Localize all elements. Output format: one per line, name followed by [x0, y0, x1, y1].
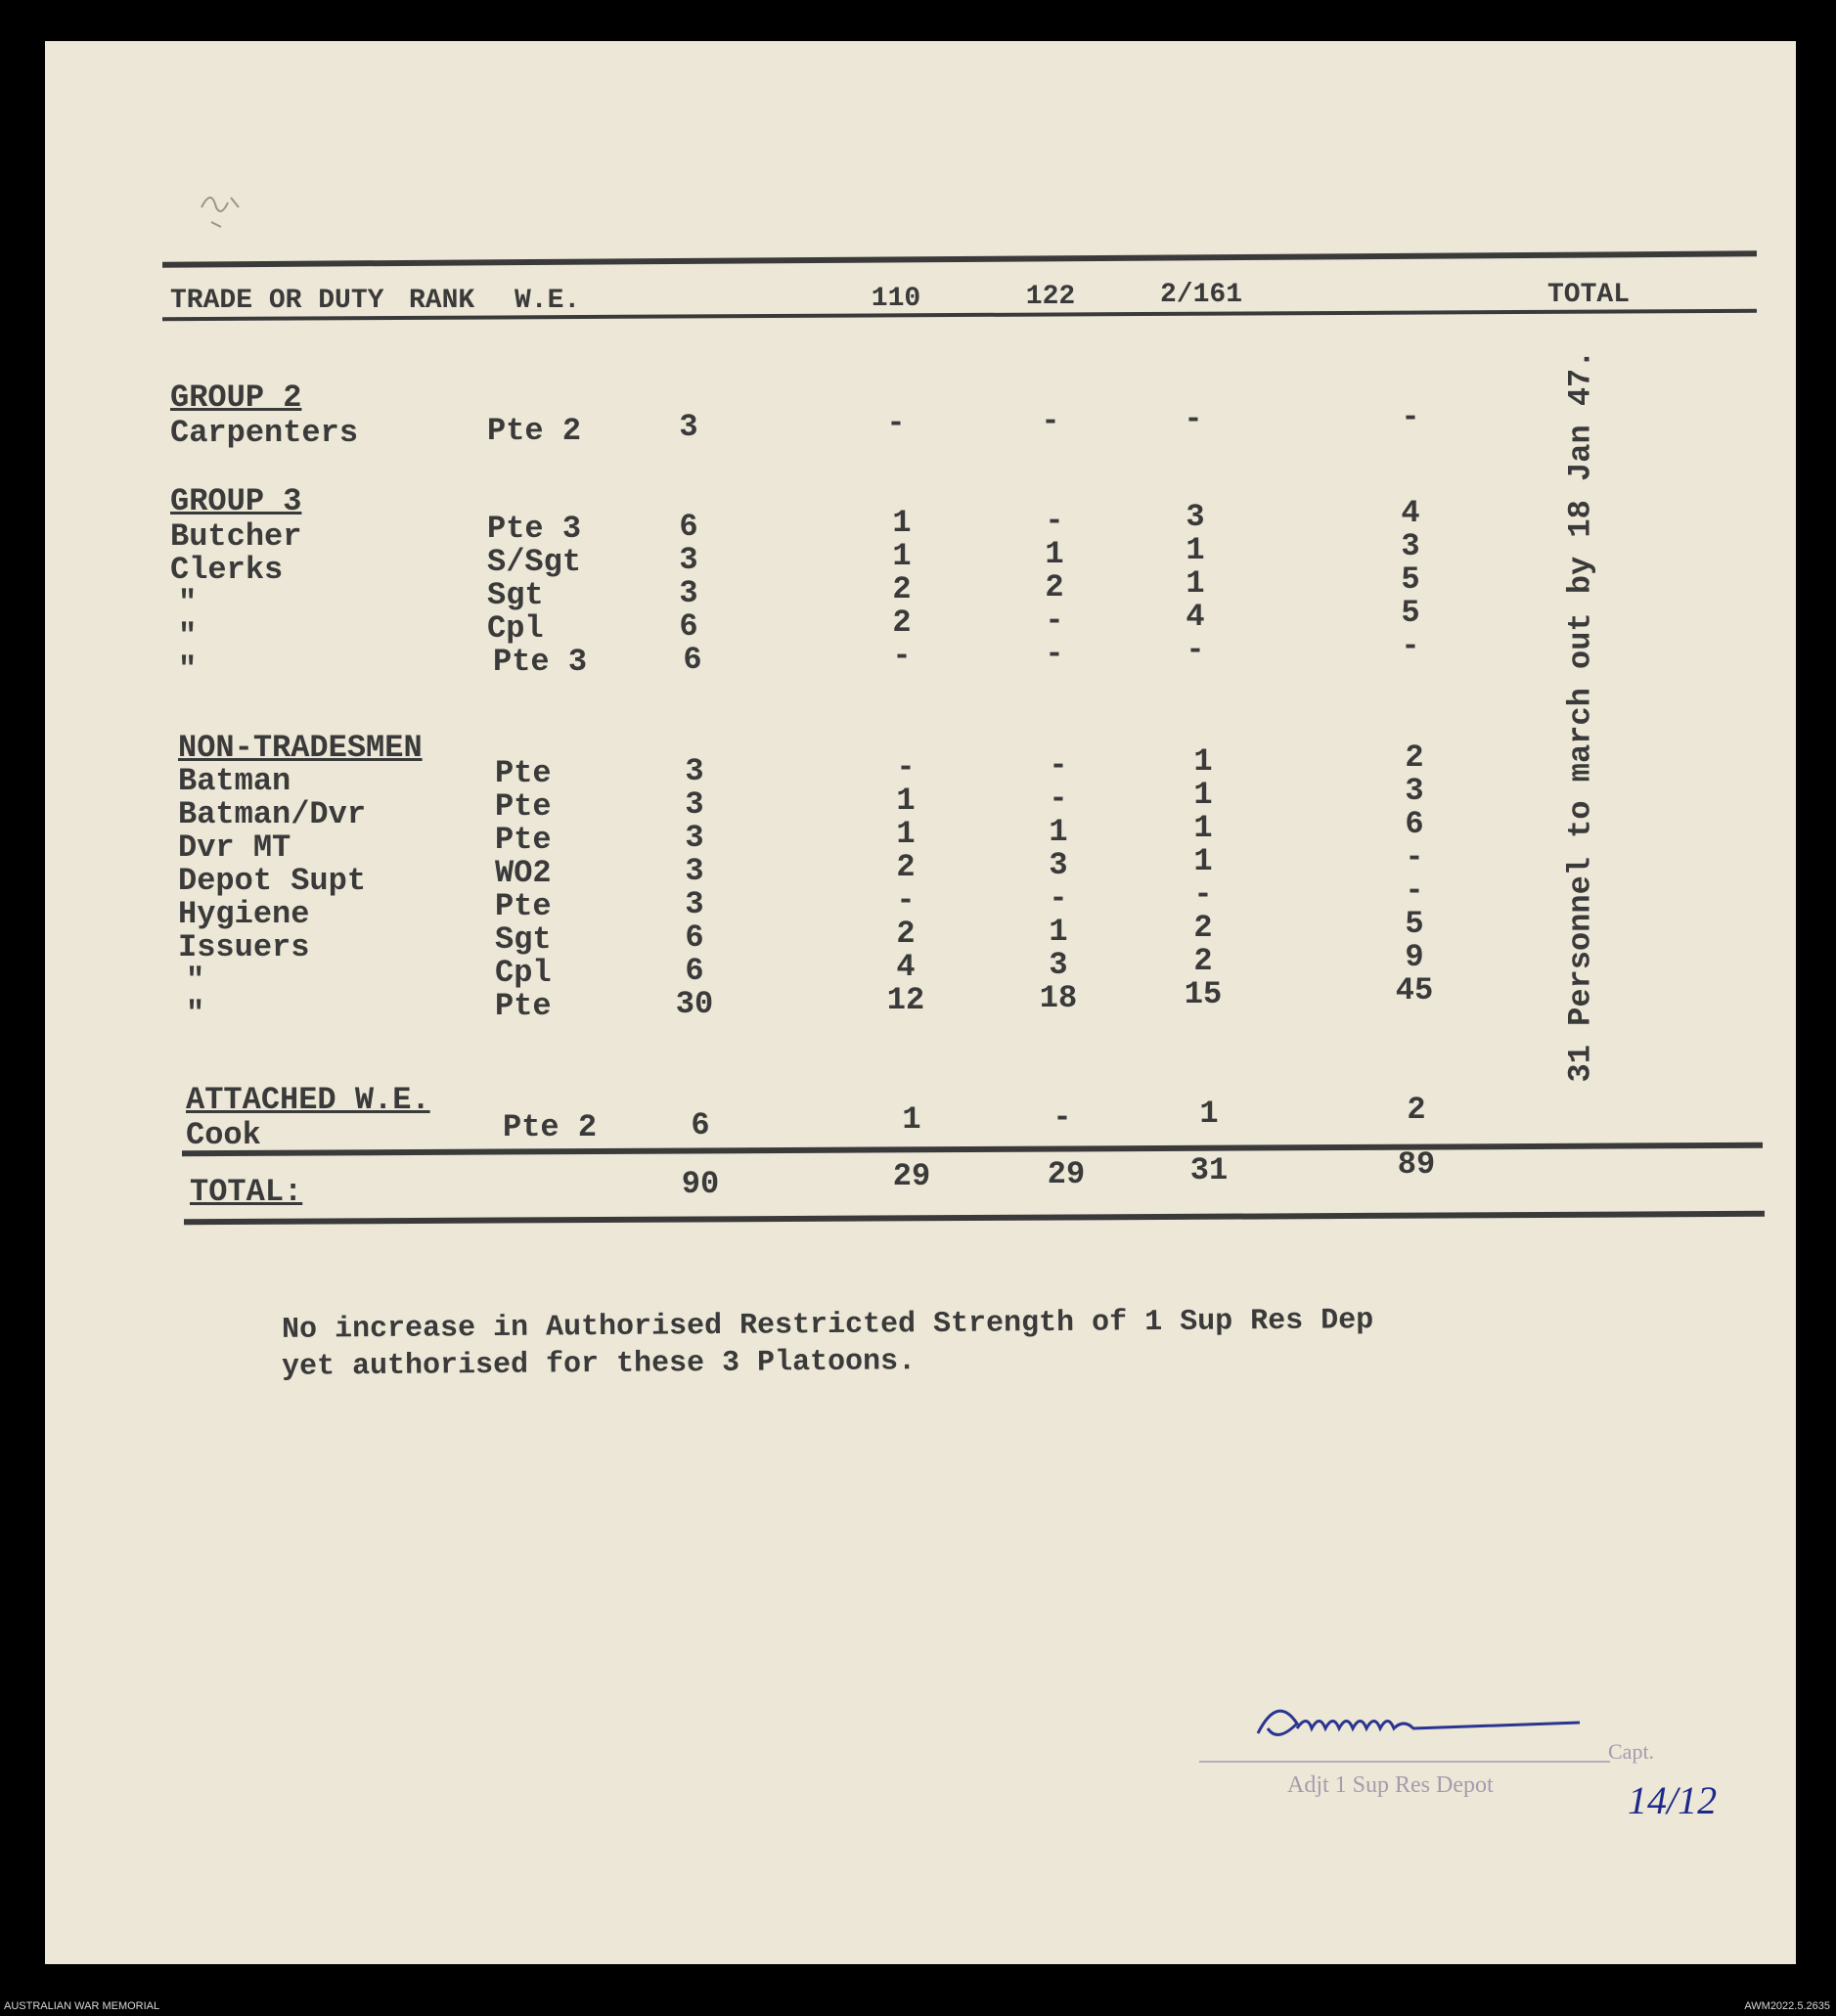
row-total: 9	[1405, 939, 1424, 975]
row-rank: Cpl	[487, 610, 544, 647]
totals-110: 29	[892, 1158, 931, 1194]
group-title: NON-TRADESMEN	[178, 730, 423, 766]
row-122: -	[1041, 403, 1060, 439]
row-2161: -	[1184, 401, 1203, 437]
row-trade: Issuers	[178, 929, 310, 965]
row-2161: 4	[1186, 599, 1205, 635]
row-110: 2	[892, 605, 912, 641]
row-122: 1	[1049, 814, 1068, 850]
row-2161: 1	[1199, 1096, 1219, 1132]
row-we: 6	[679, 608, 698, 645]
row-122: 18	[1039, 980, 1078, 1016]
row-total: 3	[1401, 528, 1420, 564]
row-total: 5	[1401, 595, 1420, 631]
row-we: 3	[685, 786, 704, 823]
row-rank: Pte	[495, 888, 552, 924]
row-2161: 1	[1186, 565, 1205, 602]
header-2161: 2/161	[1160, 280, 1243, 310]
row-trade: "	[178, 585, 198, 621]
footer-right: AWM2022.5.2635	[1744, 2000, 1830, 2012]
row-we: 6	[685, 919, 704, 956]
top-rule	[162, 250, 1757, 267]
totals-2161: 31	[1189, 1152, 1229, 1188]
row-110: 2	[896, 849, 916, 885]
row-rank: Sgt	[495, 921, 552, 958]
row-we: 6	[685, 953, 704, 989]
group-title: ATTACHED W.E.	[186, 1082, 430, 1118]
row-rank: Sgt	[487, 577, 544, 613]
row-110: -	[896, 882, 916, 918]
row-rank: Pte 2	[503, 1109, 598, 1145]
row-we: 6	[683, 642, 702, 678]
row-110: -	[892, 638, 912, 674]
row-2161: -	[1186, 632, 1205, 668]
row-trade: "	[186, 996, 205, 1032]
note-line-2: yet authorised for these 3 Platoons.	[281, 1345, 917, 1384]
row-2161: 1	[1193, 843, 1213, 879]
row-122: -	[1049, 747, 1068, 784]
row-total: 5	[1405, 906, 1424, 942]
row-trade: "	[178, 651, 198, 688]
total-bottom-rule	[184, 1211, 1765, 1225]
totals-122: 29	[1047, 1156, 1086, 1192]
row-rank: Pte 3	[493, 644, 588, 680]
row-total: -	[1405, 839, 1424, 875]
totals-we: 90	[681, 1166, 720, 1202]
document-page	[45, 41, 1796, 1964]
row-total: 4	[1401, 495, 1420, 531]
row-122: -	[1045, 636, 1064, 672]
row-122: -	[1045, 603, 1064, 639]
row-we: 3	[685, 853, 704, 889]
row-2161: -	[1193, 876, 1213, 913]
row-total: 2	[1405, 739, 1424, 776]
row-we: 3	[679, 542, 698, 578]
row-we: 3	[679, 575, 698, 611]
row-110: 2	[896, 916, 916, 952]
row-we: 6	[691, 1107, 710, 1143]
total-top-rule	[182, 1142, 1763, 1156]
row-total: 3	[1405, 773, 1424, 809]
stamp-line	[1199, 1761, 1610, 1763]
footer-left: AUSTRALIAN WAR MEMORIAL	[4, 2000, 160, 2012]
row-110: 1	[902, 1101, 921, 1138]
row-2161: 1	[1193, 810, 1213, 846]
row-total: 2	[1407, 1092, 1426, 1128]
row-rank: Pte	[495, 988, 552, 1024]
group-title: GROUP 2	[170, 380, 302, 416]
header-rule	[162, 309, 1757, 322]
row-rank: Pte 3	[487, 511, 582, 547]
row-we: 3	[679, 409, 698, 445]
row-2161: 1	[1193, 777, 1213, 813]
row-122: 1	[1045, 536, 1064, 572]
row-110: 12	[886, 982, 925, 1018]
row-122: -	[1049, 781, 1068, 817]
row-we: 3	[685, 886, 704, 922]
row-110: 4	[896, 949, 916, 985]
row-122: 1	[1049, 914, 1068, 950]
row-122: 3	[1049, 947, 1068, 983]
note-line-1: No increase in Authorised Restricted Strength of 1 Sup Res Dep	[281, 1304, 1374, 1347]
group-title: GROUP 3	[170, 483, 302, 519]
row-trade: Butcher	[170, 518, 302, 555]
row-we: 3	[685, 753, 704, 789]
row-110: -	[896, 749, 916, 785]
row-we: 6	[679, 509, 698, 545]
row-trade: "	[186, 963, 205, 999]
row-rank: Cpl	[495, 955, 552, 991]
row-2161: 2	[1193, 910, 1213, 946]
row-rank: Pte	[495, 788, 552, 825]
handwritten-date: 14/12	[1628, 1778, 1718, 1822]
row-2161: 15	[1184, 976, 1223, 1012]
row-trade: Carpenters	[170, 415, 359, 451]
row-total: 45	[1395, 972, 1434, 1008]
row-total: -	[1401, 399, 1420, 435]
header-rank: RANK	[409, 286, 475, 316]
row-trade: Batman	[178, 763, 291, 799]
signature	[1248, 1694, 1620, 1753]
row-122: -	[1045, 503, 1064, 539]
row-110: -	[886, 405, 906, 441]
row-trade: Batman/Dvr	[178, 796, 367, 832]
row-trade: Depot Supt	[178, 863, 367, 899]
totals-total: 89	[1397, 1146, 1436, 1183]
row-2161: 1	[1186, 532, 1205, 568]
row-trade: Clerks	[170, 552, 284, 588]
handwritten-mark	[192, 178, 270, 237]
row-total: 5	[1401, 561, 1420, 598]
row-rank: S/Sgt	[487, 544, 582, 580]
row-rank: WO2	[495, 855, 552, 891]
stamp-title: Adjt 1 Sup Res Depot	[1287, 1772, 1494, 1798]
row-110: 1	[892, 505, 912, 541]
header-we: W.E.	[515, 286, 581, 316]
row-122: 2	[1045, 569, 1064, 605]
row-rank: Pte	[495, 822, 552, 858]
row-rank: Pte 2	[487, 413, 582, 449]
row-trade: Hygiene	[178, 896, 310, 932]
header-total: TOTAL	[1547, 280, 1631, 310]
row-we: 3	[685, 820, 704, 856]
row-122: -	[1049, 880, 1068, 917]
side-note: 31 Personnel to march out by 18 Jan 47.	[1562, 349, 1599, 1083]
row-122: 3	[1049, 847, 1068, 883]
row-trade: Dvr MT	[178, 829, 291, 866]
row-trade: Cook	[186, 1117, 261, 1153]
row-110: 1	[896, 783, 916, 819]
totals-label: TOTAL:	[190, 1174, 303, 1210]
row-rank: Pte	[495, 755, 552, 791]
row-total: 6	[1405, 806, 1424, 842]
row-2161: 1	[1193, 743, 1213, 780]
row-we: 30	[675, 986, 714, 1022]
row-110: 1	[892, 538, 912, 574]
row-2161: 2	[1193, 943, 1213, 979]
stamp-rank: Capt.	[1608, 1739, 1655, 1764]
header-122: 122	[1025, 282, 1076, 312]
header-110: 110	[871, 284, 921, 314]
row-122: -	[1052, 1099, 1072, 1136]
row-2161: 3	[1186, 499, 1205, 535]
row-110: 2	[892, 571, 912, 607]
row-110: 1	[896, 816, 916, 852]
row-total: -	[1401, 628, 1420, 664]
header-trade: TRADE OR DUTY	[170, 286, 384, 316]
row-trade: "	[178, 618, 198, 654]
row-total: -	[1405, 873, 1424, 909]
